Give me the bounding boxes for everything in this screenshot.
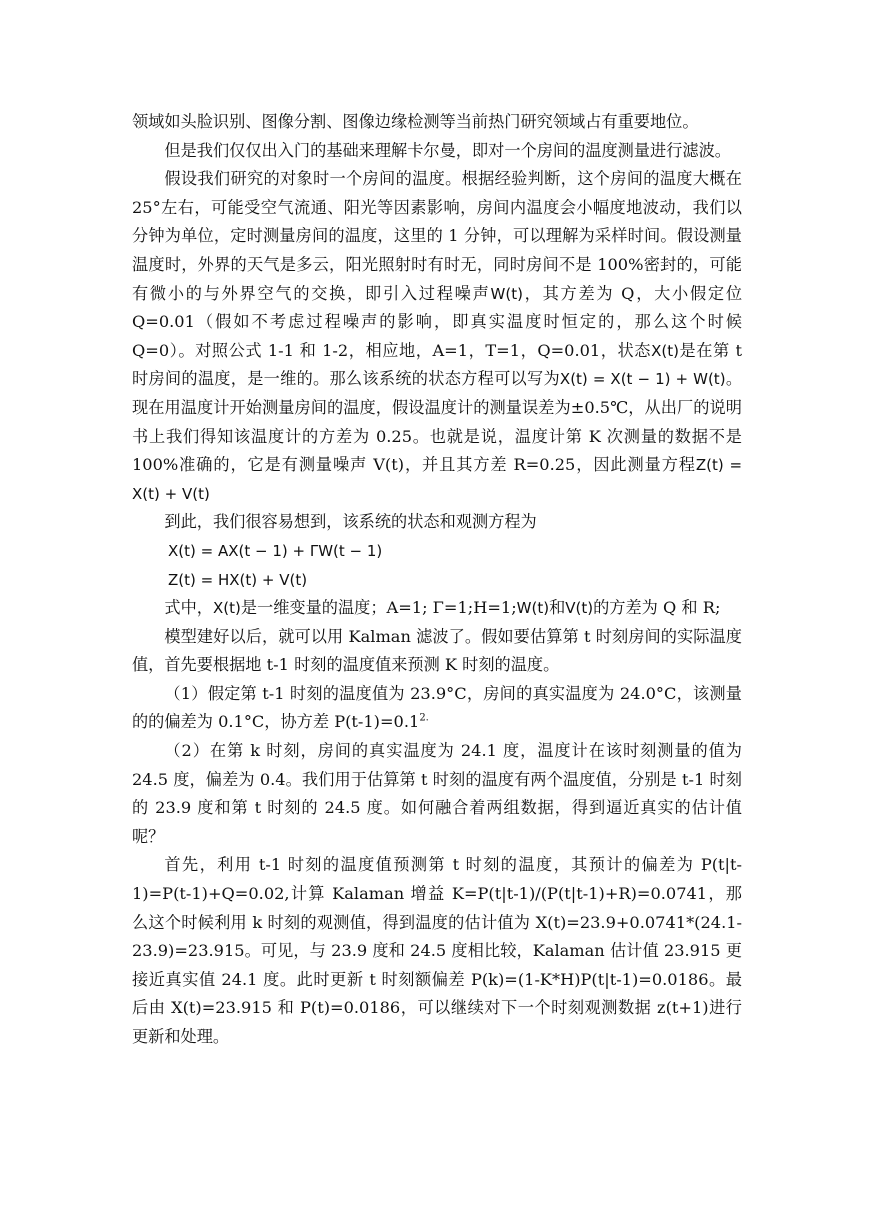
superscript: 2. xyxy=(419,713,429,725)
formula-x: X(t) xyxy=(212,599,241,618)
text-run: 是在第 t 时房间的温度，是一维的。那么该系统的状态方程可以写为 xyxy=(132,340,742,389)
formula-measure-eq: Z(t) = X(t) + V(t) xyxy=(132,456,743,503)
text-run: 是一维变量的温度；A=1; Γ=1;H=1; xyxy=(240,598,517,618)
paragraph-equations-intro: 到此，我们很容易想到，该系统的状态和观测方程为 xyxy=(164,512,537,532)
formula-w: W(t) xyxy=(516,599,550,618)
paragraph-model-ready: 模型建好以后，就可以用 Kalman 滤波了。假如要估算第 t 时刻房间的实际温度值，首先要根据地 t-1 时刻的温度值来预测 K 时刻的温度。 xyxy=(132,626,742,675)
paragraph-calculation: 首先，利用 t-1 时刻的温度值预测第 t 时刻的温度，其预计的偏差为 P(t|t-1)=P(t-1)+Q=0.02,计算 Kalaman 增益 K=P(t|t-1)/(P(t|t-1)+R)=0.0741，那么这个时候利用 k 时刻的观测值，得到温度的估计值为 X(t)=23.9+0.0741*(24.1-23.9)=23.915。可见，与 23.9 度和 24.5 度相比较，Kalaman 估计值 23.915 更接近真实值 24.1 度。此时更新 t 时刻额偏差 P(k)=(1-K*H)P(t|t-1)=0.0186。最后由 X(t)=23.915 和 P(t)=0.0186，可以继续对下一个时刻观测数据 z(t+1)进行更新和处理。 xyxy=(132,855,742,1046)
paragraph-intro-continued: 领域如头脸识别、图像分割、图像边缘检测等当前热门研究领域占有重要地位。 xyxy=(132,112,699,131)
document-page xyxy=(132,108,742,1052)
equation-state: X(t) = AX(t − 1) + ΓW(t − 1) xyxy=(168,541,383,560)
paragraph-variables xyxy=(132,594,742,623)
paragraph-kalman-basis: 但是我们仅仅出入门的基础来理解卡尔曼，即对一个房间的温度测量进行滤波。 xyxy=(164,140,731,160)
text-run: （1）假定第 t-1 时刻的温度值为 23.9°C，房间的真实温度为 24.0°C，该测量的的偏差为 0.1°C，协方差 P(t-1)=0.1 xyxy=(132,683,742,732)
paragraph-step-1 xyxy=(132,680,742,737)
text-run: 的方差为 Q 和 R; xyxy=(593,598,721,618)
formula-v: V(t) xyxy=(565,599,594,618)
paragraph-room-model xyxy=(132,165,742,508)
formula-state-eq: X(t) = X(t − 1) + W(t) xyxy=(559,370,726,389)
formula-x: X(t) xyxy=(651,341,679,360)
text-run: 假设我们研究的对象时一个房间的温度。根据经验判断，这个房间的温度大概在 25°左右，可能受空气流通、阳光等因素影响，房间内温度会小幅度地波动，我们以分钟为单位，定时测量房间的温度，这里的 1 分钟，可以理解为采样时间。假设测量温度时，外界的天气是多云，阳光照射时有时无，同时房间不是 100%密封的，可能有微小的与外界空气的交换，即引入过程噪声 xyxy=(132,169,742,303)
text-run: 。现在用温度计开始测量房间的温度，假设温度计的测量误差为±0.5℃，从出厂的说明书上我们得知该温度计的方差为 0.25。也就是说，温度计第 K 次测量的数据不是 100%准确的，它是有测量噪声 V(t)，并且其方差 R=0.25，因此测量方程 xyxy=(132,369,743,475)
text-run: 和 xyxy=(549,598,566,618)
formula-w: W(t) xyxy=(490,284,523,303)
paragraph-step-2: （2）在第 k 时刻，房间的真实温度为 24.1 度，温度计在该时刻测量的值为 24.5 度，偏差为 0.4。我们用于估算第 t 时刻的温度有两个温度值，分别是 t-1 时刻的 23.9 度和第 t 时刻的 24.5 度。如何融合着两组数据，得到逼近真实的估计值呢？ xyxy=(132,741,742,846)
text-run: ，其方差为 Q，大小假定位 Q=0.01（假如不考虑过程噪声的影响，即真实温度时恒定的，那么这个时候 Q=0）。对照公式 1-1 和 1-2，相应地，A=1，T=1，Q=0.01，状态 xyxy=(132,283,743,360)
equation-observation: Z(t) = HX(t) + V(t) xyxy=(168,570,308,589)
text-run: 式中， xyxy=(164,598,213,618)
